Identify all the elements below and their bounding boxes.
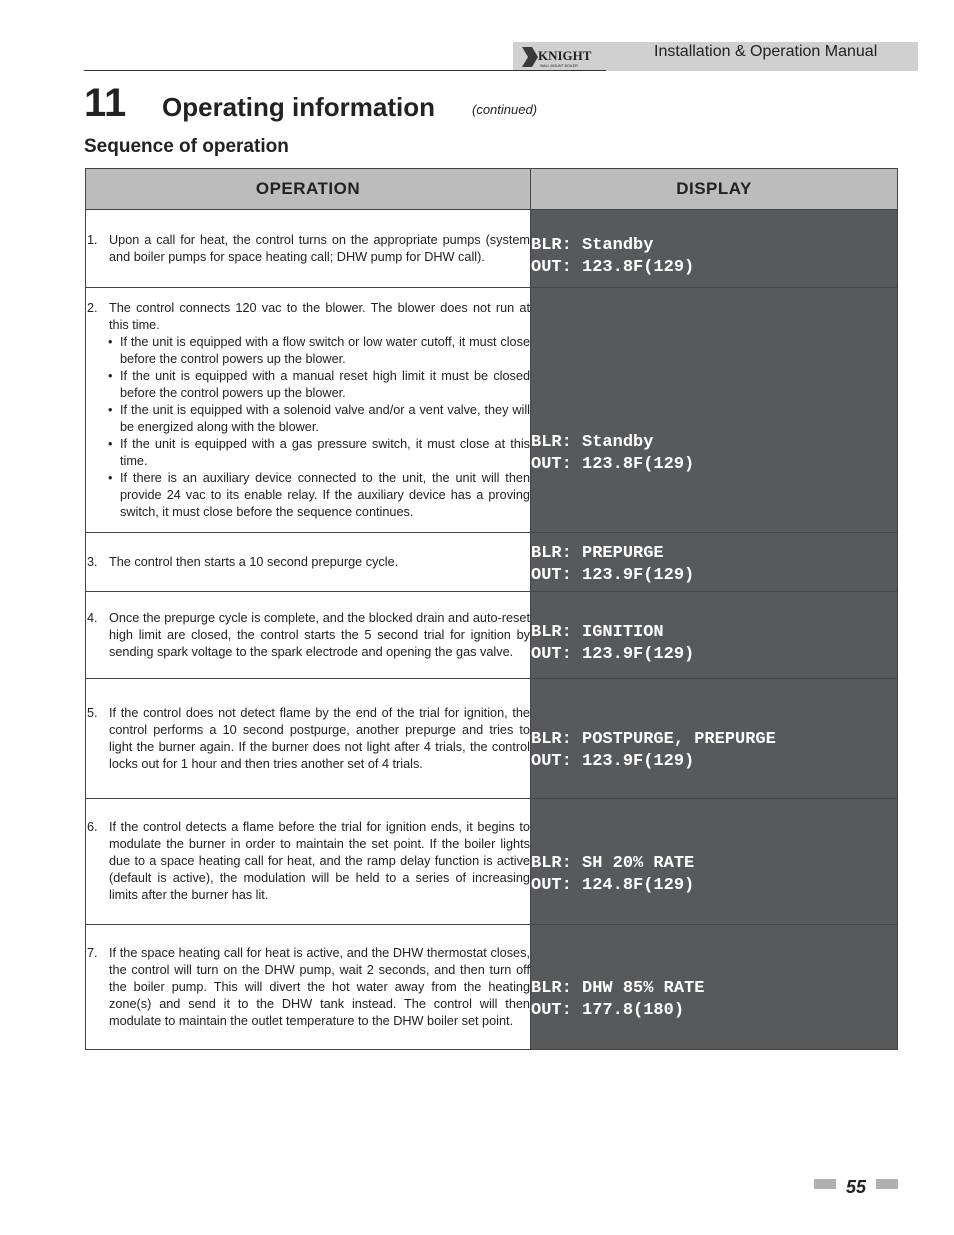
step-number: 6. [87, 820, 98, 834]
chapter-title: Operating information [162, 92, 435, 122]
bullet-item [108, 470, 530, 521]
page-bar-right [876, 1179, 898, 1189]
display-cell [531, 592, 898, 679]
bullet-item [108, 368, 530, 402]
step-text: Upon a call for heat, the control turns on the appropriate pumps (system and boiler pumps for space heating call; DHW pump for DHW call). [109, 232, 530, 264]
display-cell [531, 679, 898, 799]
display-status-line: BLR: DHW 85% RATE [531, 979, 705, 998]
operation-cell [86, 925, 531, 1050]
step-number: 5. [87, 705, 98, 720]
table-row [86, 210, 898, 288]
step-item [86, 300, 530, 334]
display-status-line: BLR: IGNITION [531, 622, 664, 642]
bullet-text: If there is an auxiliary device connected to the unit, the unit will then provide 24 vac to its enable relay. If the auxiliary device has a proving switch, it must close before the sequence continues. [120, 470, 530, 519]
bullet-dot: • [108, 334, 113, 349]
display-outlet-line: OUT: 123.9F(129) [531, 644, 695, 664]
bullet-dot: • [108, 402, 113, 417]
operation-cell [86, 533, 531, 592]
display-cell [531, 799, 898, 925]
table-row [86, 592, 898, 679]
step-text: If the space heating call for heat is active, and the DHW thermostat closes, the control will turn on the DHW pump, wait 2 seconds, and then turn off the boiler pump. This will divert the hot water away from the heating zone(s) and send it to the DHW tank instead. The control will then modulate to maintain the outlet temperature to the DHW boiler set point. [109, 945, 530, 1028]
table-row [86, 925, 898, 1050]
table-header-row [86, 169, 898, 210]
step-item [86, 705, 530, 773]
bullet-text: If the unit is equipped with a manual reset high limit it must be closed before the control powers up the blower. [120, 368, 530, 400]
bullet-dot: • [108, 436, 113, 451]
header-rule [84, 70, 606, 71]
display-status-line: BLR: SH 20% RATE [531, 853, 695, 873]
step-item [86, 232, 530, 266]
step-item [86, 610, 530, 661]
step-number: 7. [87, 945, 98, 960]
table-row [86, 288, 898, 533]
manual-title: Installation & Operation Manual [654, 43, 878, 60]
step-item [86, 945, 530, 1030]
display-outlet-line: OUT: 123.9F(129) [531, 565, 695, 585]
display-status-line: BLR: Standby [531, 433, 654, 452]
operation-header: OPERATION [86, 169, 531, 210]
display-cell [531, 925, 898, 1050]
operation-cell [86, 679, 531, 799]
step-number: 3. [87, 554, 98, 569]
step-number: 2. [87, 300, 98, 315]
step-number: 4. [87, 610, 98, 625]
display-outlet-line: OUT: 123.8F(129) [531, 455, 695, 474]
table-row [86, 799, 898, 925]
step-number: 1. [87, 232, 98, 247]
step-text: The control then starts a 10 second prepurge cycle. [109, 554, 399, 569]
step-item [86, 554, 530, 571]
bullet-dot: • [108, 470, 113, 485]
step-text: The control connects 120 vac to the blower. The blower does not run at this time. [109, 300, 530, 332]
operation-cell [86, 592, 531, 679]
table-row [86, 533, 898, 592]
bullet-text: If the unit is equipped with a solenoid valve and/or a vent valve, they will be energized along with the blower. [120, 402, 530, 434]
display-status-line: BLR: POSTPURGE, PREPURGE [531, 729, 776, 749]
step-text: If the control does not detect flame by the end of the trial for ignition, the control performs a 10 second postpurge, another prepurge and tries to light the burner again. If the burner does not light after 4 trials, the control locks out for 1 hour and then tries another set of 4 trials. [109, 705, 530, 771]
display-outlet-line: OUT: 123.8F(129) [531, 258, 695, 277]
bullet-item [108, 334, 530, 368]
step-text: Once the prepurge cycle is complete, and the blocked drain and auto-reset high limit are closed, the control starts the 5 second trial for ignition by sending spark voltage to the spark electrode and opening the gas valve. [109, 610, 530, 659]
bullet-text: If the unit is equipped with a gas pressure switch, it must close at this time. [120, 436, 530, 468]
operation-cell [86, 799, 531, 925]
bullet-item [108, 402, 530, 436]
table-row [86, 679, 898, 799]
bullet-item [108, 436, 530, 470]
display-outlet-line: OUT: 124.8F(129) [531, 875, 695, 895]
display-cell [531, 533, 898, 592]
display-outlet-line: OUT: 123.9F(129) [531, 751, 695, 771]
operation-cell [86, 288, 531, 533]
display-status-line: BLR: PREPURGE [531, 543, 664, 563]
display-header: DISPLAY [531, 169, 898, 210]
bullet-dot: • [108, 368, 113, 383]
bullet-text: If the unit is equipped with a flow switch or low water cutoff, it must close before the control powers up the blower. [120, 334, 530, 366]
logo-wordmark: KNIGHT [538, 48, 592, 63]
knight-logo [518, 43, 604, 70]
operation-cell [86, 210, 531, 288]
step-item [86, 819, 530, 904]
chapter-continued: (continued) [472, 102, 538, 117]
display-cell [531, 210, 898, 288]
page-number: 55 [846, 1177, 867, 1197]
display-outlet-line: OUT: 177.8(180) [531, 1001, 685, 1020]
sequence-table [85, 168, 898, 1050]
logo-subtext: WALL MOUNT BOILER [540, 64, 578, 68]
page-bar-left [814, 1179, 836, 1189]
step-text: If the control detects a flame before the trial for ignition ends, it begins to modulate the burner in order to maintain the set point. If the boiler lights due to a space heating call for heat, and the ramp delay function is active (default is active), the modulation will be held to a series of increasing limits after the burner has lit. [109, 820, 530, 902]
display-cell [531, 288, 898, 533]
display-status-line: BLR: Standby [531, 236, 654, 255]
chapter-number: 11 [84, 81, 127, 125]
section-title: Sequence of operation [84, 136, 289, 157]
